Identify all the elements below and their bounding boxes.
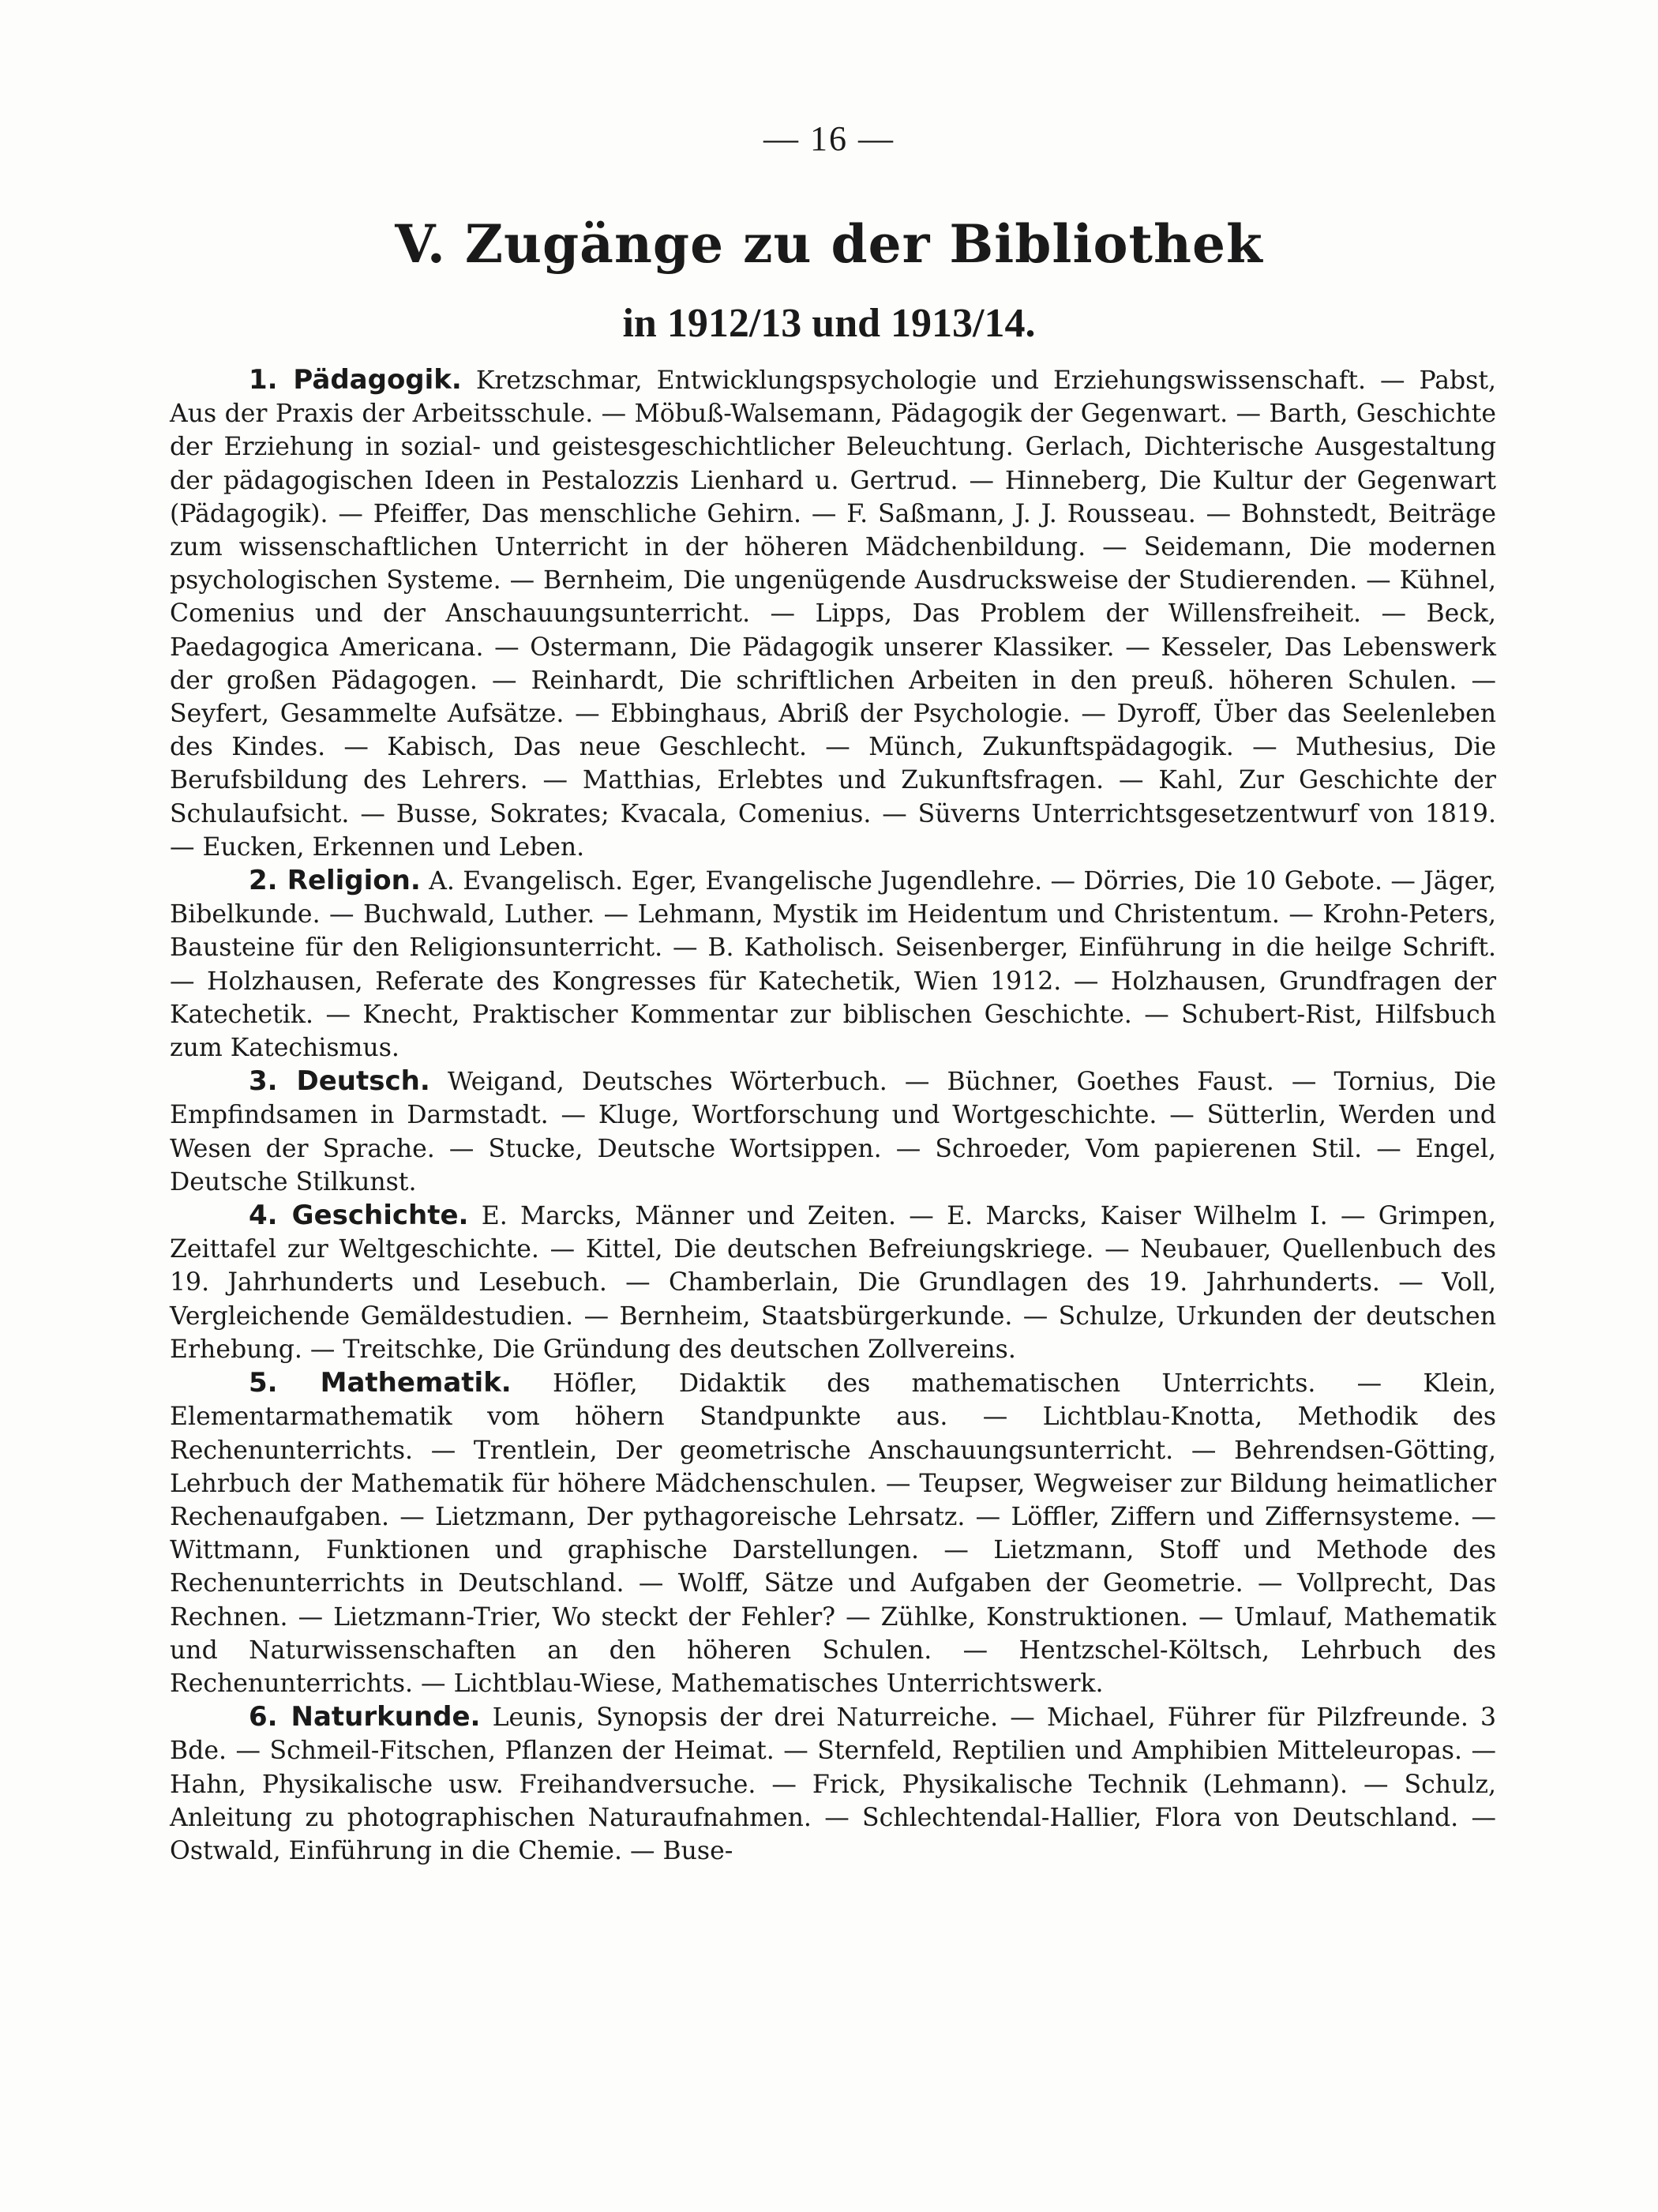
section-text: E. Marcks, Männer und Zeiten. — E. Marcks, Kaiser Wilhelm I. — Grimpen, Zeittafel zur Weltgeschichte. — Kittel, Die deutschen Befreiungskriege. — Neubauer, Quellenbuch des 19. Jahrhunderts und Lesebuch. — Chamberlain, Die Grundlagen des 19. Jahrhunderts. — Voll, Vergleichende Gemäldestudien. — Bernheim, Staatsbürgerkunde. — Schulze, Urkunden der deutschen Erhebung. — Treitschke, Die Gründung des deutschen Zollvereins. <box>170 1202 1496 1364</box>
section-heading: 2. Religion. <box>249 865 421 897</box>
page-title: V. Zugänge zu der Bibliothek <box>395 213 1263 275</box>
section-text: Kretzschmar, Entwicklungspsychologie und Erziehungswissenschaft. — Pabst, Aus der Praxis der Arbeitsschule. — Möbuß-Walsemann, Pädagogik der Gegenwart. — Barth, Geschichte der Erziehung in sozial- und geistesgeschichtlicher Beleuchtung. Gerlach, Dichterische Ausgestaltung der pädagogischen Ideen in Pestalozzis Lienhard u. Gertrud. — Hinneberg, Die Kultur der Gegenwart (Pädagogik). — Pfeiffer, Das menschliche Gehirn. — F. Saßmann, J. J. Rousseau. — Bohnstedt, Beiträge zum wissenschaftlichen Unterricht in der höheren Mädchenbildung. — Seidemann, Die modernen psychologischen Systeme. — Bernheim, Die ungenügende Ausdrucksweise der Studierenden. — Kühnel, Comenius und der Anschauungsunterricht. — Lipps, Das Problem der Willensfreiheit. — Beck, Paedagogica Americana. — Ostermann, Die Pädagogik unserer Klassiker. — Kesseler, Das Lebenswerk der großen Pädagogen. — Reinhardt, Die schriftlichen Arbeiten in den preuß. höheren Schulen. — Seyfert, Gesammelte Aufsätze. — Ebbinghaus, Abriß der Psychologie. — Dyroff, Über das Seelenleben des Kindes. — Kabisch, Das neue Geschlecht. — Münch, Zukunftspädagogik. — Muthesius, Die Berufsbildung des Lehrers. — Matthias, Erlebtes und Zukunftsfragen. — Kahl, Zur Geschichte der Schulaufsicht. — Busse, Sokrates; Kvacala, Comenius. — Süverns Unterrichtsgesetzentwurf von 1819. — Eucken, Erkennen und Leben. <box>170 366 1497 862</box>
section-naturkunde <box>170 1700 1496 1868</box>
page-subtitle: in 1912/13 und 1913/14. <box>622 301 1036 346</box>
page-number: — 16 — <box>763 119 895 158</box>
section-geschichte <box>170 1199 1496 1366</box>
section-heading: 6. Naturkunde. <box>249 1701 481 1733</box>
section-heading: 3. Deutsch. <box>249 1065 430 1098</box>
section-heading: 4. Geschichte. <box>249 1200 469 1232</box>
section-heading: 5. Mathematik. <box>249 1367 512 1399</box>
section-religion <box>170 864 1496 1065</box>
section-heading: 1. Pädagogik. <box>249 364 462 396</box>
library-accessions-list <box>170 363 1496 1868</box>
section-text: Höfler, Didaktik des mathematischen Unterrichts. — Klein, Elementarmathematik vom höhern Standpunkte aus. — Lichtblau-Knotta, Methodik des Rechenunterrichts. — Trentlein, Der geometrische Anschauungsunterricht. — Behrendsen-Götting, Lehrbuch der Mathematik für höhere Mädchenschulen. — Teupser, Wegweiser zur Bildung heimatlicher Rechenaufgaben. — Lietzmann, Der pythagoreische Lehrsatz. — Löffler, Ziffern und Ziffernsysteme. — Wittmann, Funktionen und graphische Darstellungen. — Lietzmann, Stoff und Methode des Rechenunterrichts in Deutschland. — Wolff, Sätze und Aufgaben der Geometrie. — Vollprecht, Das Rechnen. — Lietzmann-Trier, Wo steckt der Fehler? — Zühlke, Konstruktionen. — Umlauf, Mathematik und Naturwissenschaften an den höheren Schulen. — Hentzschel-Költsch, Lehrbuch des Rechenunterrichts. — Lichtblau-Wiese, Mathematisches Unterrichtswerk. <box>170 1369 1497 1698</box>
section-paedagogik <box>170 363 1496 864</box>
section-text: A. Evangelisch. Eger, Evangelische Jugendlehre. — Dörries, Die 10 Gebote. — Jäger, Bibelkunde. — Buchwald, Luther. — Lehmann, Mystik im Heidentum und Christentum. — Krohn-Peters, Bausteine für den Religionsunterricht. — B. Katholisch. Seisenberger, Einführung in die heilge Schrift. — Holzhausen, Referate des Kongresses für Katechetik, Wien 1912. — Holzhausen, Grundfragen der Katechetik. — Knecht, Praktischer Kommentar zur biblischen Geschichte. — Schubert-Rist, Hilfsbuch zum Katechismus. <box>170 867 1497 1063</box>
section-text: Weigand, Deutsches Wörterbuch. — Büchner, Goethes Faust. — Tornius, Die Empfindsamen in Darmstadt. — Kluge, Wortforschung und Wortgeschichte. — Sütterlin, Werden und Wesen der Sprache. — Stucke, Deutsche Wortsippen. — Schroeder, Vom papierenen Stil. — Engel, Deutsche Stilkunst. <box>170 1068 1497 1196</box>
section-mathematik <box>170 1366 1496 1700</box>
section-text: Leunis, Synopsis der drei Naturreiche. — Michael, Führer für Pilzfreunde. 3 Bde. — Schmeil-Fitschen, Pflanzen der Heimat. — Sternfeld, Reptilien und Amphibien Mitteleuropas. — Hahn, Physikalische usw. Freihandversuche. — Frick, Physikalische Technik (Lehmann). — Schulz, Anleitung zu photographischen Naturaufnahmen. — Schlechtendal-Hallier, Flora von Deutschland. — Ostwald, Einführung in die Chemie. — Buse- <box>170 1703 1496 1865</box>
section-deutsch <box>170 1065 1496 1199</box>
